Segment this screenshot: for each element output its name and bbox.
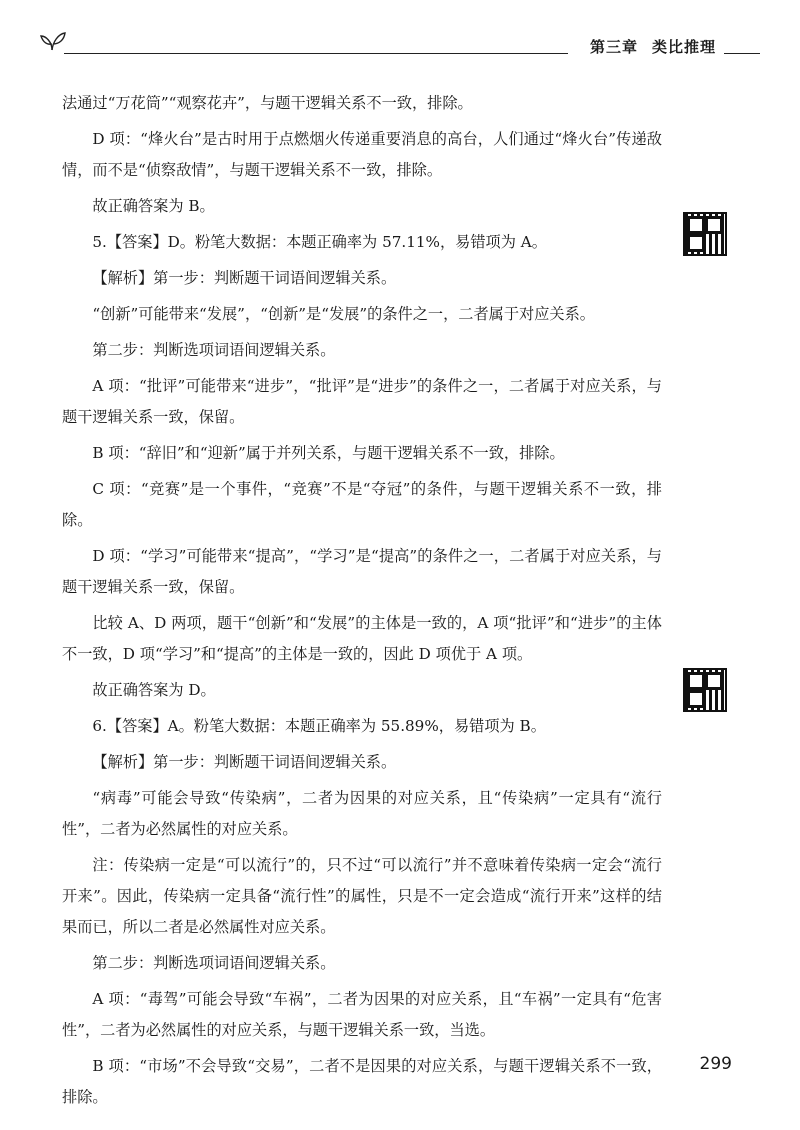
page-header [40, 30, 760, 60]
page-number: 299 [699, 1054, 732, 1074]
paragraph: “创新”可能带来“发展”，“创新”是“发展”的条件之一，二者属于对应关系。 [92, 305, 595, 323]
paragraph: 法通过“万花筒”“观察花卉”，与题干逻辑关系不一致，排除。 [62, 94, 473, 112]
paragraph: 注：传染病一定是“可以流行”的，只不过“可以流行”并不意味着传染病一定会“流行开来”。因此，传染病一定具备“流行性”的属性，只是不一定会造成“流行开来”这样的结果而已，所以二者是必然属性对应关系。 [62, 856, 662, 936]
chapter-label: 第三章 [589, 38, 638, 56]
page-body [62, 88, 662, 1118]
paragraph: D 项：“学习”可能带来“提高”，“学习”是“提高”的条件之一，二者属于对应关系，与题干逻辑关系一致，保留。 [62, 547, 662, 596]
answer-heading: 5.【答案】D。粉笔大数据：本题正确率为 57.11%，易错项为 A。 [92, 233, 547, 251]
paragraph: C 项：“竞赛”是一个事件，“竞赛”不是“夺冠”的条件，与题干逻辑关系不一致，排除。 [62, 480, 662, 529]
leaf-icon [40, 30, 66, 52]
paragraph: “病毒”可能会导致“传染病”，二者为因果的对应关系，且“传染病”一定具有“流行性”，二者为必然属性的对应关系。 [62, 789, 662, 838]
paragraph: A 项：“批评”可能带来“进步”，“批评”是“进步”的条件之一，二者属于对应关系，与题干逻辑关系一致，保留。 [62, 377, 662, 426]
qr-code-icon [683, 668, 727, 712]
paragraph: B 项：“市场”不会导致“交易”，二者不是因果的对应关系，与题干逻辑关系不一致，排除。 [62, 1057, 662, 1106]
chapter-title [568, 36, 724, 57]
section-label: 类比推理 [651, 38, 716, 56]
answer-heading: 6.【答案】A。粉笔大数据：本题正确率为 55.89%，易错项为 B。 [92, 717, 546, 735]
paragraph: 故正确答案为 D。 [92, 681, 216, 699]
paragraph: 故正确答案为 B。 [92, 197, 215, 215]
analysis-heading: 【解析】第一步：判断题干词语间逻辑关系。 [92, 753, 397, 771]
paragraph: 比较 A、D 两项，题干“创新”和“发展”的主体是一致的，A 项“批评”和“进步”的主体不一致，D 项“学习”和“提高”的主体是一致的，因此 D 项优于 A 项。 [62, 614, 662, 663]
analysis-heading: 【解析】第一步：判断题干词语间逻辑关系。 [92, 269, 397, 287]
paragraph: D 项：“烽火台”是古时用于点燃烟火传递重要消息的高台，人们通过“烽火台”传递敌情，而不是“侦察敌情”，与题干逻辑关系不一致，排除。 [62, 130, 662, 179]
paragraph: A 项：“毒驾”可能会导致“车祸”，二者为因果的对应关系，且“车祸”一定具有“危害性”，二者为必然属性的对应关系，与题干逻辑关系一致，当选。 [62, 990, 662, 1039]
qr-code-icon [683, 212, 727, 256]
paragraph: 第二步：判断选项词语间逻辑关系。 [92, 341, 336, 359]
paragraph: B 项：“辞旧”和“迎新”属于并列关系，与题干逻辑关系不一致，排除。 [92, 444, 565, 462]
paragraph: 第二步：判断选项词语间逻辑关系。 [92, 954, 336, 972]
